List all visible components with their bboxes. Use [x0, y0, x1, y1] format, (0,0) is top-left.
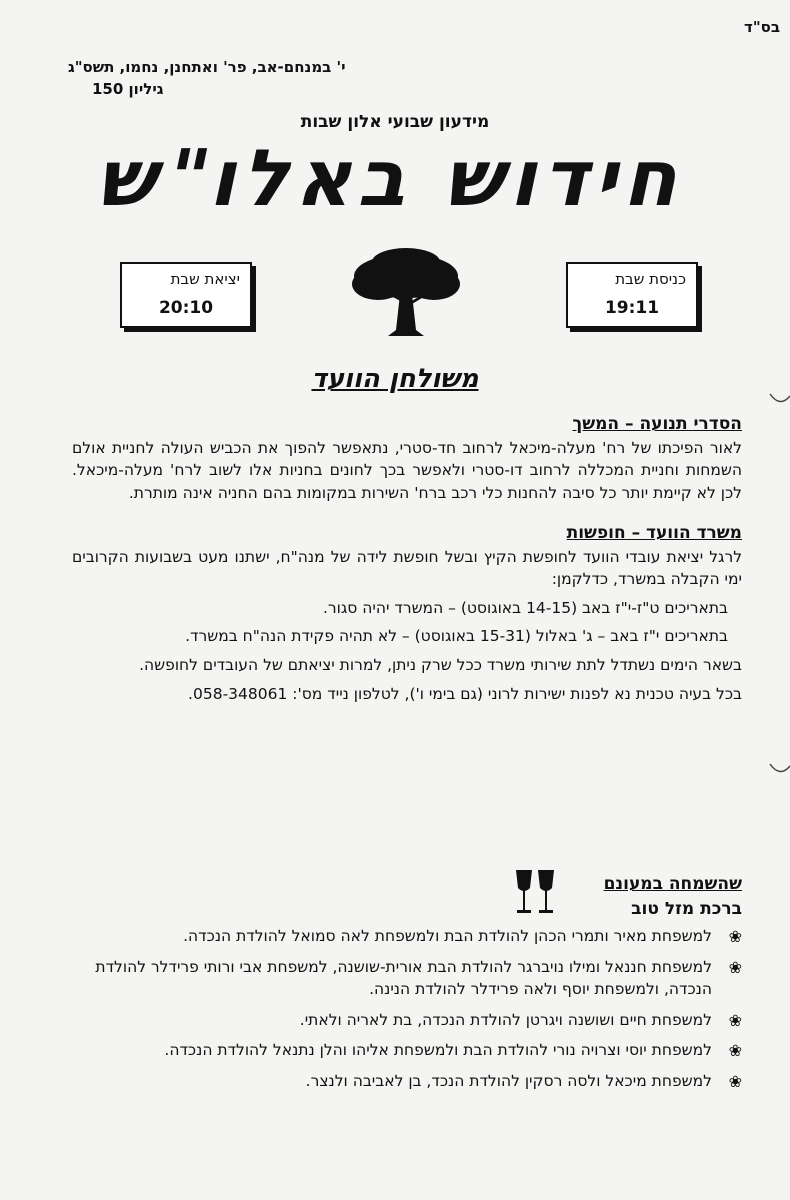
- traffic-text: לאור הפיכתו של רח' מעלה-מיכאל לרחוב חד-סטרי, נתאפשר להפוך את הכביש העולה לחניית אולם השמחות וחניית המכללה לרחוב דו-סטרי ולאפשר בכך לחונים בחניות אלו לשוב לרח' מעלה-מיכאל. לכן לא קיימת יותר כל סיבה להחנות כלי רכב ברח' השירות במקומות בהם החניה אינה מותרת.: [72, 438, 742, 503]
- shabbat-in-box: [566, 262, 698, 328]
- list-item: ❀ למשפחת מיכאל ולסה רסקין להולדת הנכד, בן לאביבה ולנצר.: [72, 1070, 742, 1092]
- greetings-title: שהשמחה במעונם: [603, 874, 742, 894]
- list-item: ❀ למשפחת חיים ושושנה ויגרטן להולדת הנכדה, בת לאריה ולאתי.: [72, 1009, 742, 1031]
- dateline: [0, 58, 790, 98]
- flower-icon: ❀: [728, 957, 742, 977]
- issue-number: גיליון 150: [92, 80, 164, 98]
- greetings-subtitle: ברכת מזל טוב: [631, 898, 742, 919]
- shabbat-in-time: 19:11: [604, 298, 660, 318]
- office-intro: לרגל יציאת עובדי הוועד לחופשת הקיץ ובשל חופשת לידה של מנה"ח, ישתנו מעט בשבועות הקרובים ימי הקבלה במשרד, כדלקמן:: [72, 547, 742, 589]
- punch-hole-mark: [768, 390, 790, 412]
- office-no-clerk-dates: בתאריכים י"ז באב – ג' באלול (15-31 באוגוסט) – לא תהיה פקידת הנה"ח במשרד.: [185, 627, 728, 646]
- bsd-mark: בס"ד: [744, 18, 780, 36]
- announcements: [72, 412, 742, 711]
- list-item: ❀ למשפחת יוסי וצרויה נורי להולדת הבת ולמשפחת אליהו והלן נתנאל להולדת הנכדה.: [72, 1039, 742, 1061]
- office-other-days: בשאר הימים נשתדל לתת שירותי משרד ככל שרק ניתן, למרות יציאתם של העובדים לחופשה.: [139, 656, 742, 674]
- punch-hole-mark: [768, 760, 790, 782]
- traffic-heading: הסדרי תנועה – המשך: [572, 414, 742, 434]
- office-closed-dates: בתאריכים ט"ז-י"ז באב (14-15 באוגוסט) – המשרד יהיה סגור.: [322, 598, 728, 617]
- flower-icon: ❀: [728, 1041, 742, 1061]
- office-contact: בכל בעיה טכנית נא לפנות ישירות לרוני (גם בימי ו'), לטלפון נייד מס': 058-348061.: [188, 684, 742, 703]
- greetings: [72, 872, 742, 1100]
- flower-icon: ❀: [728, 1010, 742, 1030]
- section-title: משולחן הוועד: [311, 364, 479, 394]
- issue-date: י' במנחם-אב, פר' ואתחנן, נחמו, תשס"ג: [68, 58, 346, 76]
- newsletter-title: חידוש באלו"ש: [92, 134, 698, 224]
- oak-tree-icon: [350, 246, 462, 338]
- list-item: ❀ למשפחת מאיר ותמרי הכהן להולדת הבת ולמשפחת לאה סמואל להולדת הנכדה.: [72, 925, 742, 947]
- office-heading: משרד הוועד – חופשות: [566, 522, 742, 543]
- flower-icon: ❀: [728, 1071, 742, 1091]
- newsletter-subtitle: מידעון שבועי אלון שבות: [300, 112, 490, 132]
- shabbat-in-label: כניסת שבת: [615, 270, 686, 288]
- shabbat-out-box: [120, 262, 252, 328]
- shabbat-out-time: 20:10: [158, 298, 214, 318]
- flower-icon: ❀: [728, 927, 742, 947]
- shabbat-out-label: יציאת שבת: [170, 270, 240, 288]
- list-item: ❀ למשפחת חננאל ומילו נויברגר להולדת הבת אורית-שושנה, למשפחת אבי ורותי פרידלר להולדת הנכדה, ולמשפחת יוסף ולאה פרידלר להולדת הנינה.: [95, 957, 742, 999]
